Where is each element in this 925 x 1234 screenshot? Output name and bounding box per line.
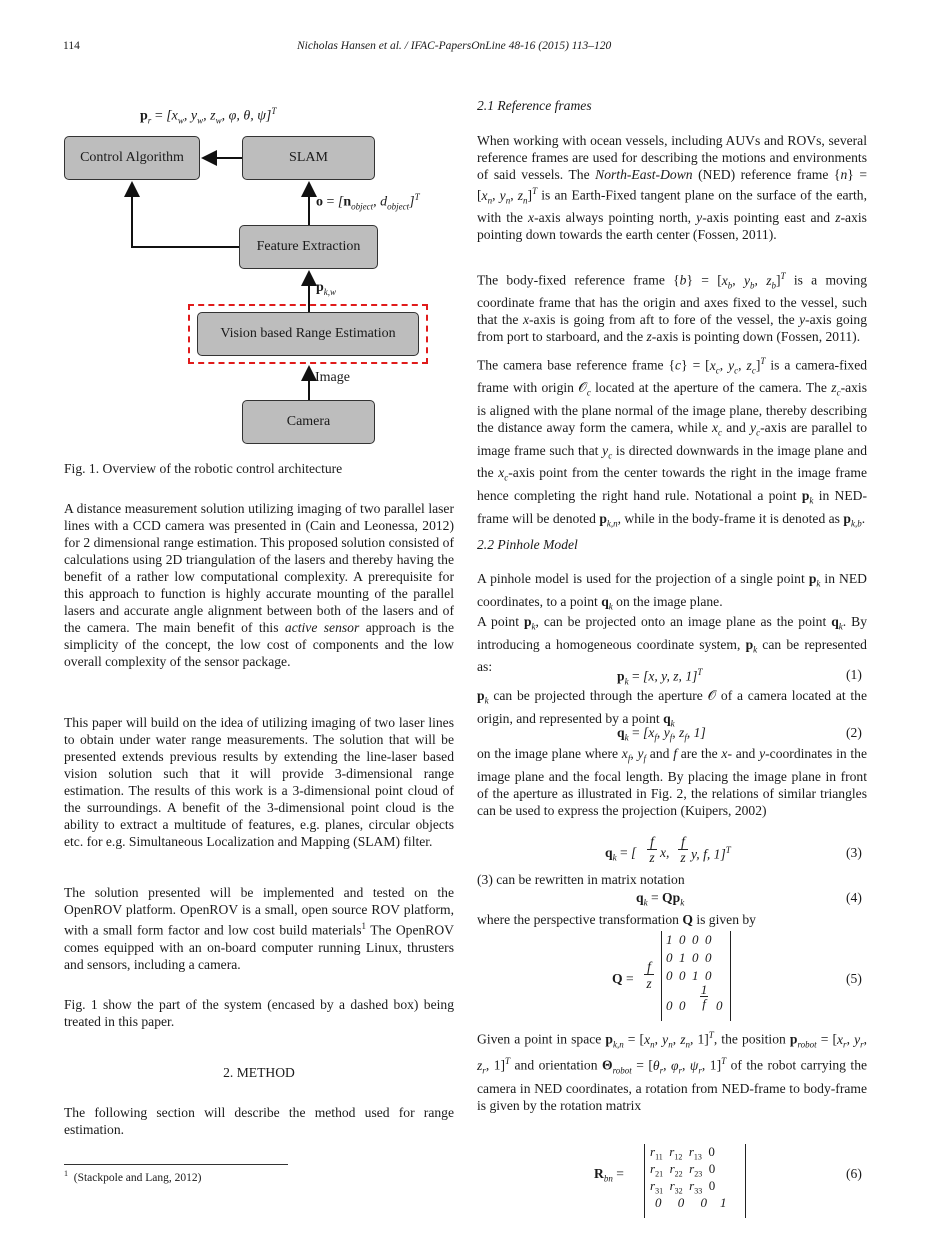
pose-label: $p_r = [x_w$, $y_w$, $z_w$, φ, θ, ψ]$^T$ xyxy=(140,106,277,126)
equation-1-number: (1) xyxy=(846,667,862,682)
section-title-pinhole: 2.2 Pinhole Model xyxy=(477,537,578,552)
equation-2-number: (2) xyxy=(846,725,862,740)
image-label: Image xyxy=(315,370,350,385)
left-para-3: The solution presented will be implemented and tested on the OpenROV platform. OpenROV is a small, open source ROV platform, with a small form factor and low cost build materials$^1$ The OpenROV comes equipped with an on-board computer running Linux, thrusters and sensors, including a camera. xyxy=(64,885,454,972)
right-para-pinhole-6: where the perspective transformation Q is given by xyxy=(477,912,756,927)
right-para-pinhole-1: A pinhole model is used for the projection of a single point $p_k$ in NED coordinates, to a point $q_k$ on the image plane. xyxy=(477,571,867,612)
figure-arrows xyxy=(0,0,460,460)
control-algorithm-box: Control Algorithm xyxy=(64,136,200,180)
left-para-5: The following section will describe the method used for range estimation. xyxy=(64,1105,454,1137)
left-para-4: Fig. 1 show the part of the system (encased by a dashed box) being treated in this paper. xyxy=(64,997,454,1029)
arrow-feature-to-control xyxy=(132,183,239,247)
equation-5-number: (5) xyxy=(846,971,862,986)
feature-extraction-box: Feature Extraction xyxy=(239,225,378,269)
equation-4: $q_k = Qp_k$ xyxy=(636,890,685,908)
section-title-reference-frames: 2.1 Reference frames xyxy=(477,98,592,113)
running-title: Nicholas Hansen et al. / IFAC-PapersOnLine 48-16 (2015) 113–120 xyxy=(297,40,612,52)
page-number: 114 xyxy=(63,40,80,52)
right-para-ned: When working with ocean vessels, including AUVs and ROVs, several reference frames are used for describing the motions and environments of said vessels. The North-East-Down (NED) reference frame $\{n\} = [x_n$, $y_n$, $z_n]^T$ is an Earth-Fixed tangent plane on the surface of the earth, with the x-axis always pointing north, y-axis pointing east and z-axis pointing down towards the earth center (Fossen, 2011). xyxy=(477,133,868,243)
right-para-rotation: Given a point in space $p_{k,n} = [x_n$, $y_n$, $z_n$, 1]$^T$, the position $p_{robot} = [x_r$, $y_r$, $z_r$, 1]$^T$ and orientation $\Theta_{robot} = [\theta_r$, $\varphi_r$, $\psi_r$, 1]$^T$ of the robot carrying the camera in NED coordinates, a rotation from NED-frame to body-frame is given by the rotation matrix xyxy=(477,1030,868,1113)
footnote: $^1$ (Stackpole and Lang, 2012) xyxy=(64,1169,202,1184)
right-para-pinhole-5: (3) can be rewritten in matrix notation xyxy=(477,872,685,887)
right-para-body-frame: The body-fixed reference frame $\{b\} = [x_b$, $y_b$, $z_b]^T$ is a moving coordinate frame that has the origin and axes fixed to the vessel, such that the x-axis is going from aft to fore of the vessel, the y-axis going from port to starboard, and the z-axis is pointing down (Fossen, 2011). xyxy=(477,271,868,345)
right-para-pinhole-3: $p_k$ can be projected through the aperture 𝒪 of a camera located at the origin, and represented by a point $q_k$ xyxy=(477,688,867,729)
object-label: $o = [n_{object}$, $d_{object}]^T$ xyxy=(316,192,420,212)
left-para-1: A distance measurement solution utilizing imaging of two parallel laser lines with a CCD camera was presented in (Cain and Leonessa, 2012) for 2 dimensional range estimation. This proposed solution consisted of calculations using 2D triangulation of the lasers and thereby having the benefit of a rather low computational complexity. A prerequisite for this approach to function is highly accurate mounting of the parallel lasers and accurate angle alignment between both of the lasers and of the camera. The main benefit of this active sensor approach is the simplicity of the concept, the low cost of components and the low overall complexity of the sensor package. xyxy=(64,501,455,669)
slam-box: SLAM xyxy=(242,136,375,180)
right-para-pinhole-2: A point $p_k$, can be projected onto an image plane as the point $q_k$. By introducing a homogeneous coordinate system, $p_k$ can be represented as: xyxy=(477,614,868,675)
equation-4-number: (4) xyxy=(846,890,862,905)
pkw-label: $p_{k,w}$ xyxy=(316,280,337,297)
section-heading-method: 2. METHOD xyxy=(223,1065,295,1080)
camera-box: Camera xyxy=(242,400,375,444)
equation-2: $q_k = [x_f$, $y_f$, $z_f$, 1] xyxy=(617,725,706,743)
footnote-rule xyxy=(64,1164,288,1165)
vision-range-box: Vision based Range Estimation xyxy=(197,312,419,356)
equation-6-number: (6) xyxy=(846,1166,862,1181)
left-para-2: This paper will build on the idea of utilizing imaging of two laser lines to obtain under water range measurements. The solution that will be presented extends previous results by extending the line-laser based vision solution such that it will provide 3-dimensional range estimation. The results of this work is a 3-dimensional point cloud of the surroundings. A benefit of the 3-dimensional point cloud is the ability to extract a multitude of features, e.g. planes, circular objects etc. for e.g. Simultaneous Localization and Mapping (SLAM) filter. xyxy=(64,715,454,849)
figure-caption: Fig. 1. Overview of the robotic control architecture xyxy=(64,461,343,476)
right-para-pinhole-4: on the image plane where $x_f$, $y_f$ and f are the x- and y-coordinates in the image plane and the focal length. By placing the image plane in front of the aperture as illustrated in Fig. 2, the relations of similar triangles can be used to express the projection (Kuipers, 2002) xyxy=(477,746,867,818)
right-para-camera-frame: The camera base reference frame $\{c\} = [x_c$, $y_c$, $z_c]^T$ is a camera-fixed frame with origin 𝒪$_c$ located at the aperture of the camera. The $z_c$-axis is aligned with the plane normal of the image plane, thereby describing the distance away form the camera, while $x_c$ and $y_c$-axis are parallel to image frame such that $y_c$ is directed downwards in the image plane and the $x_c$-axis point from the center towards the right in the image frame hence completing the right hand rule. Notational a point $p_k$ in NED-frame will be denoted $p_{k,n}$, while in the body-frame it is denoted as $p_{k,b}$. xyxy=(477,356,868,529)
equation-3-number: (3) xyxy=(846,845,862,860)
equation-1: $p_k = [x$, y, z, 1]$^T$ xyxy=(617,667,703,687)
